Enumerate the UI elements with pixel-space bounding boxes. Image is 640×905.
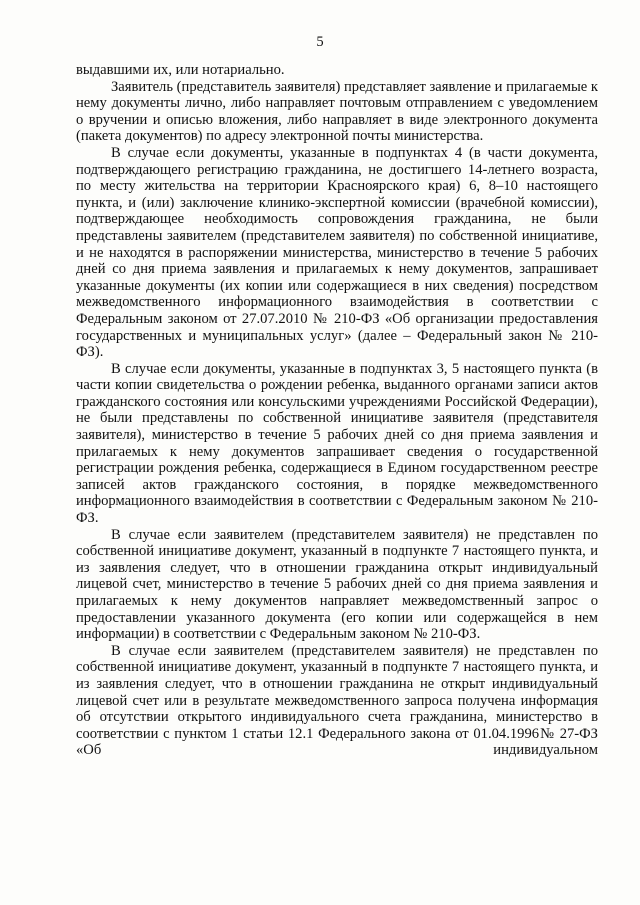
paragraph-submission-methods: Заявитель (представитель заявителя) представляет заявление и прилагаемые к нему документы лично, либо направляет почтовым отправлением с уведомлением о вручении и описью вложения, либо направляет в виде электронного документа (пакета документов) по адресу электронной почты министерства. — [76, 78, 599, 145]
paragraph-continuation: выдавшими их, или нотариально. — [76, 62, 285, 78]
paragraph-interagency-request-documents: В случае если документы, указанные в подпунктах 4 (в части документа, подтверждающего регистрацию гражданина, не достигшего 14-летнего возраста, по месту жительства на территории Красноярского края) 6, 8–10 настоящего пункта, и (или) заключение клинико-экспертной комиссии (врачебной комиссии), подтверждающее необходимость сопровождения гражданина, не были представлены заявителем (представителем заявителя) по собственной инициативе, и не находятся в распоряжении министерства, министерство в течение 5 рабочих дней со дня приема заявления и прилагаемых к нему документов, запрашивает указанные документы (их копии или содержащиеся в них сведения) посредством межведомственного информационного взаимодействия в соответствии с Федеральным законом от 27.07.2010 № 210-ФЗ «Об организации предоставления государственных и муниципальных услуг» (далее – Федеральный закон № 210-ФЗ). — [76, 144, 598, 361]
page-number: 5 — [316, 34, 324, 50]
paragraph-personal-account-not-opened: В случае если заявителем (представителем заявителя) не представлен по собственной инициативе документ, указанный в подпункте 7 настоящего пункта, и из заявления следует, что в отношении гражданина не открыт индивидуальный лицевой счет или в результате межведомственного запроса получена информация об отсутствии открытого индивидуального счета гражданина, министерство в соответствии с пунктом 1 статьи 12.1 Федерального закона от 01.04.1996№ 27-ФЗ «Об индивидуальном — [76, 642, 598, 759]
document-body — [76, 62, 598, 759]
paragraph-birth-registration-request: В случае если документы, указанные в подпунктах 3, 5 настоящего пункта (в части копии свидетельства о рождении ребенка, выданного органами записи актов гражданского состояния или консульскими учреждениями Российской Федерации), не были представлены по собственной инициативе заявителя (представителя заявителя), министерство в течение 5 рабочих дней со дня приема заявления и прилагаемых к нему документов запрашивает сведения о государственной регистрации рождения ребенка, содержащиеся в Едином государственном реестре записей актов гражданского состояния, в порядке межведомственного информационного взаимодействия в соответствии с Федеральным законом № 210-ФЗ. — [76, 360, 598, 527]
paragraph-personal-account-opened: В случае если заявителем (представителем заявителя) не представлен по собственной инициативе документ, указанный в подпункте 7 настоящего пункта, и из заявления следует, что в отношении гражданина открыт индивидуальный лицевой счет, министерство в течение 5 рабочих дней со дня приема заявления и прилагаемых к нему документов направляет межведомственный запрос о предоставлении указанного документа (его копии или содержащейся в нем информации) в соответствии с Федеральным законом № 210-ФЗ. — [76, 526, 598, 643]
